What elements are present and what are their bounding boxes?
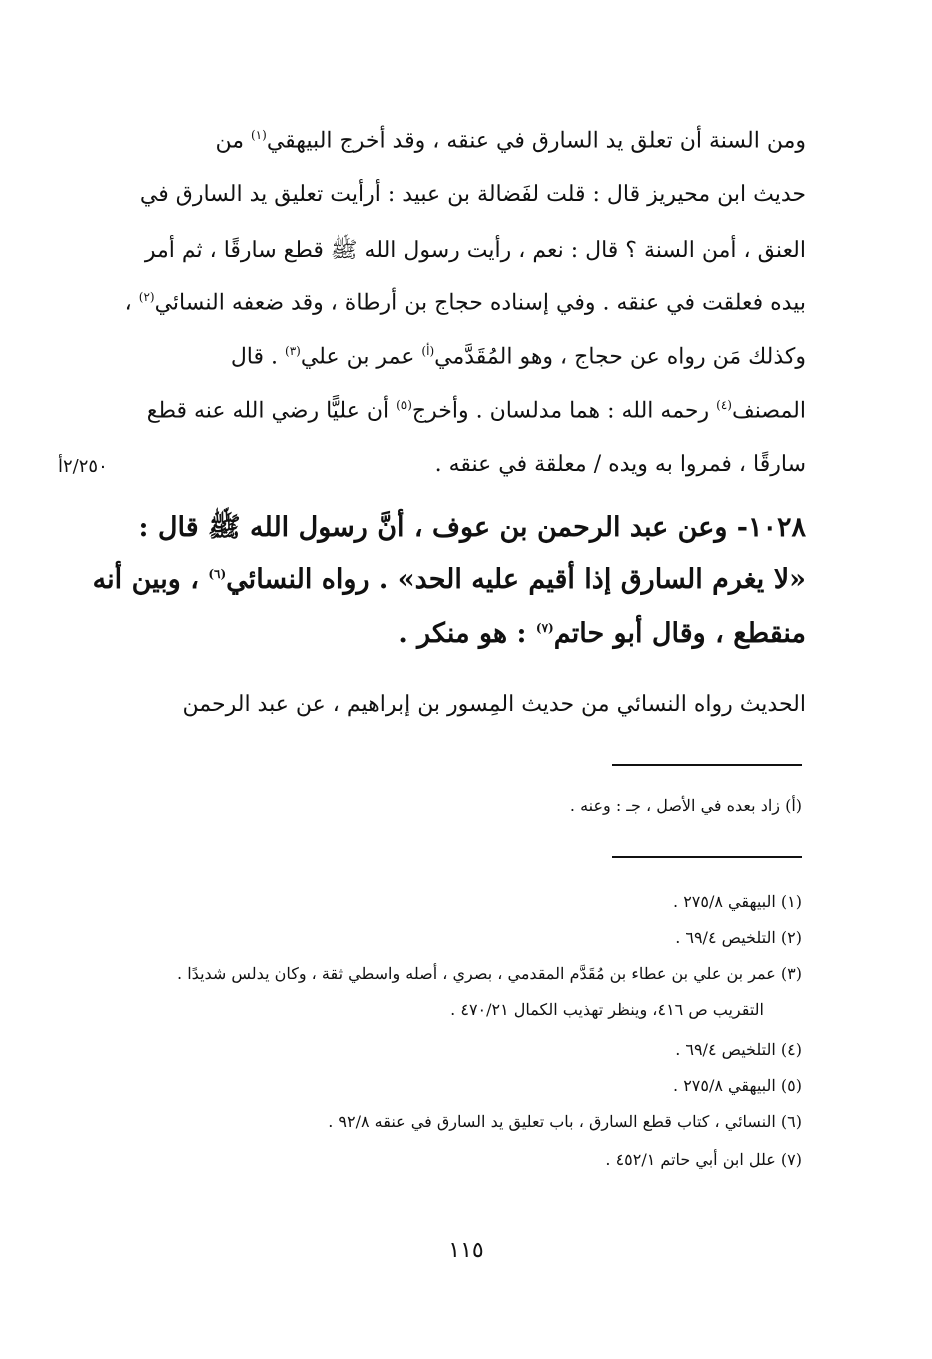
footnote: (٦) النسائي ، كتاب قطع السارق ، باب تعليق يد السارق في عنقه ٩٢/٨ . <box>328 1112 802 1131</box>
text-line: سارقًا ، فمروا به ويده / معلقة في عنقه . <box>434 452 806 477</box>
hadith-line: ١٠٢٨- وعن عبد الرحمن بن عوف ، أنَّ رسول الله ﷺ قال : <box>138 512 806 543</box>
footnote-marker: (٦) <box>208 567 227 581</box>
footnote: (٧) علل ابن أبي حاتم ٤٥٢/١ . <box>605 1150 802 1169</box>
footnote-marker: (٧) <box>535 621 554 635</box>
text-line: بيده فعلقت في عنقه . وفي إسناده حجاج بن أرطاة ، وقد ضعفه النسائي$^{(٢)}$ ، <box>124 290 806 316</box>
page-number: ١١٥ <box>448 1238 484 1263</box>
text-line: المصنف$^{(٤)}$ رحمه الله : هما مدلسان . وأخرج$^{(٥)}$ أن عليًّا رضي الله عنه قطع <box>146 398 806 424</box>
text-line: العنق ، أمن السنة ؟ قال : نعم ، رأيت رسول الله ﷺ قطع سارقًا ، ثم أمر <box>144 238 806 263</box>
variant-note: (أ) زاد بعده في الأصل ، جـ : وعنه . <box>569 796 802 815</box>
footnote: (٤) التلخيص ٦٩/٤ . <box>675 1040 802 1059</box>
text-line: وكذلك مَن رواه عن حجاج ، وهو المُقَدَّمي$^{(أ)}$ عمر بن علي$^{(٣)}$ . قال <box>230 344 806 370</box>
divider-rule <box>612 856 802 858</box>
hadith-line: منقطع ، وقال أبو حاتم$^{(٧)}$ : هو منكر . <box>398 618 806 649</box>
footnote-marker: (١) <box>250 128 267 142</box>
text-line: حديث ابن محيريز قال : قلت لفَضالة بن عبيد : أرأيت تعليق يد السارق في <box>139 182 806 207</box>
hadith-line: «لا يغرم السارق إذا أقيم عليه الحد» . رواه النسائي$^{(٦)}$ ، وبين أنه <box>92 564 806 595</box>
footnote: (٣) عمر بن علي بن عطاء بن مُقَدَّم المقدمي ، بصري ، أصله واسطي ثقة ، وكان يدلس شديدًا . <box>177 964 802 983</box>
footnote-marker: (أ) <box>421 344 435 358</box>
footnote: (٢) التلخيص ٦٩/٤ . <box>675 928 802 947</box>
text-line: ومن السنة أن تعلق يد السارق في عنقه ، وقد أخرج البيهقي$^{(١)}$ من <box>215 128 806 154</box>
footnote-marker: (٣) <box>285 344 301 358</box>
footnote: (٥) البيهقي ٢٧٥/٨ . <box>673 1076 802 1095</box>
footnote-marker: (٥) <box>396 398 412 412</box>
margin-folio-reference: ٢/٢٥٠أ <box>58 456 108 477</box>
footnote-marker: (٤) <box>716 398 732 412</box>
paragraph-1 <box>124 118 806 498</box>
text-line: الحديث رواه النسائي من حديث المِسور بن إبراهيم ، عن عبد الرحمن <box>182 692 806 717</box>
paragraph-2 <box>138 692 806 732</box>
divider-rule <box>612 764 802 766</box>
footnote: (١) البيهقي ٢٧٥/٨ . <box>673 892 802 911</box>
footnote-marker: (٢) <box>138 290 155 304</box>
footnote-continuation: التقريب ص ٤١٦، وينظر تهذيب الكمال ٤٧٠/٢١ . <box>450 1000 764 1019</box>
hadith-block <box>92 510 806 670</box>
